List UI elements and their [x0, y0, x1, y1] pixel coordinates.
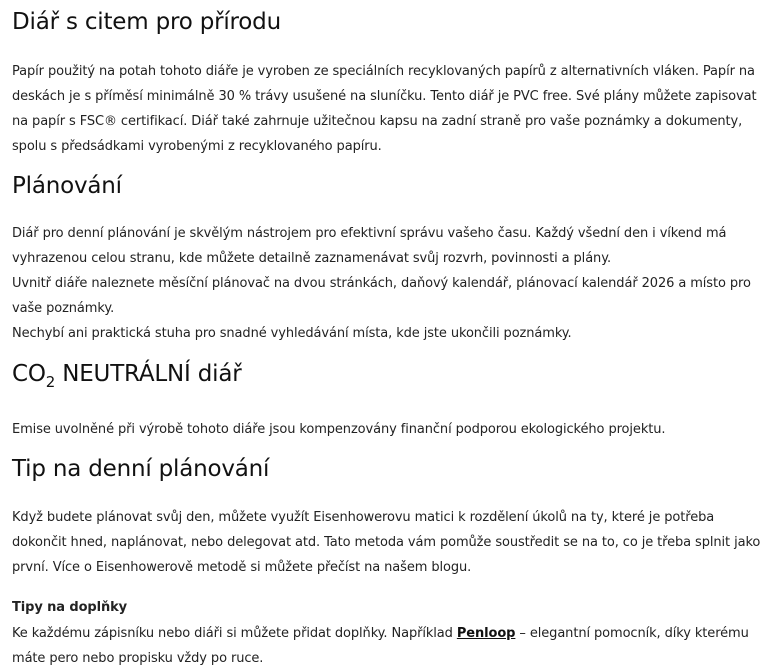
- section-title-nature: Diář s citem pro přírodu: [12, 9, 281, 35]
- section-body-tip: Když budete plánovat svůj den, můžete využít Eisenhowerovu matici k rozdělení úkolů na ty, které je potřeba dokončit hned, naplánovat, nebo delegovat atd. Tato metoda vám pomůže soustředit se na to, co je třeba splnit jako první. Více o Eisenhowerově metodě si můžete přečíst na našem blogu.: [12, 510, 761, 575]
- section-title-tip: Tip na denní plánování: [12, 456, 270, 482]
- planning-paragraph-1: Diář pro denní plánování je skvělým nástrojem pro efektivní správu vašeho času. Každý všední den i víkend má vyhrazenou celou stranu, kde můžete detailně zaznamenávat svůj rozvrh, povinnosti a plány.: [12, 226, 727, 266]
- tips-text-before: Ke každému zápisníku nebo diáři si můžete přidat doplňky. Například: [12, 626, 457, 641]
- section-body-planning: [12, 221, 768, 346]
- section-body-co2: Emise uvolněné při výrobě tohoto diáře jsou kompenzovány finanční podporou ekologického projektu.: [12, 422, 666, 437]
- planning-paragraph-3: Nechybí ani praktická stuha pro snadné vyhledávání místa, kde jste ukončili poznámky.: [12, 326, 572, 341]
- co2-title-subscript: 2: [45, 373, 56, 391]
- planning-paragraph-2: Uvnitř diáře naleznete měsíční plánovač na dvou stránkách, daňový kalendář, plánovací kalendář 2026 a místo pro vaše poznámky.: [12, 276, 751, 316]
- section-body-nature: Papír použitý na potah tohoto diáře je vyroben ze speciálních recyklovaných papírů z alternativních vláken. Papír na deskách je s příměsí minimálně 30 % trávy usušené na sluníčku. Tento diář je PVC free. Své plány můžete zapisovat na papír s FSC® certifikací. Diář také zahrnuje užitečnou kapsu na zadní straně pro vaše poznámky a dokumenty, spolu s předsádkami vyrobenými z recyklovaného papíru.: [12, 64, 757, 154]
- co2-title-suffix: NEUTRÁLNÍ diář: [55, 361, 242, 387]
- tips-body: [12, 621, 768, 671]
- penloop-link[interactable]: Penloop: [456, 626, 516, 641]
- tips-text-after: – elegantní pomocník, díky kterému máte pero nebo propisku vždy po ruce.: [12, 626, 749, 666]
- section-title-co2: [12, 360, 241, 396]
- section-title-planning: Plánování: [12, 173, 122, 199]
- co2-title-prefix: CO: [12, 361, 46, 387]
- tips-subheading: Tipy na doplňky: [12, 600, 128, 615]
